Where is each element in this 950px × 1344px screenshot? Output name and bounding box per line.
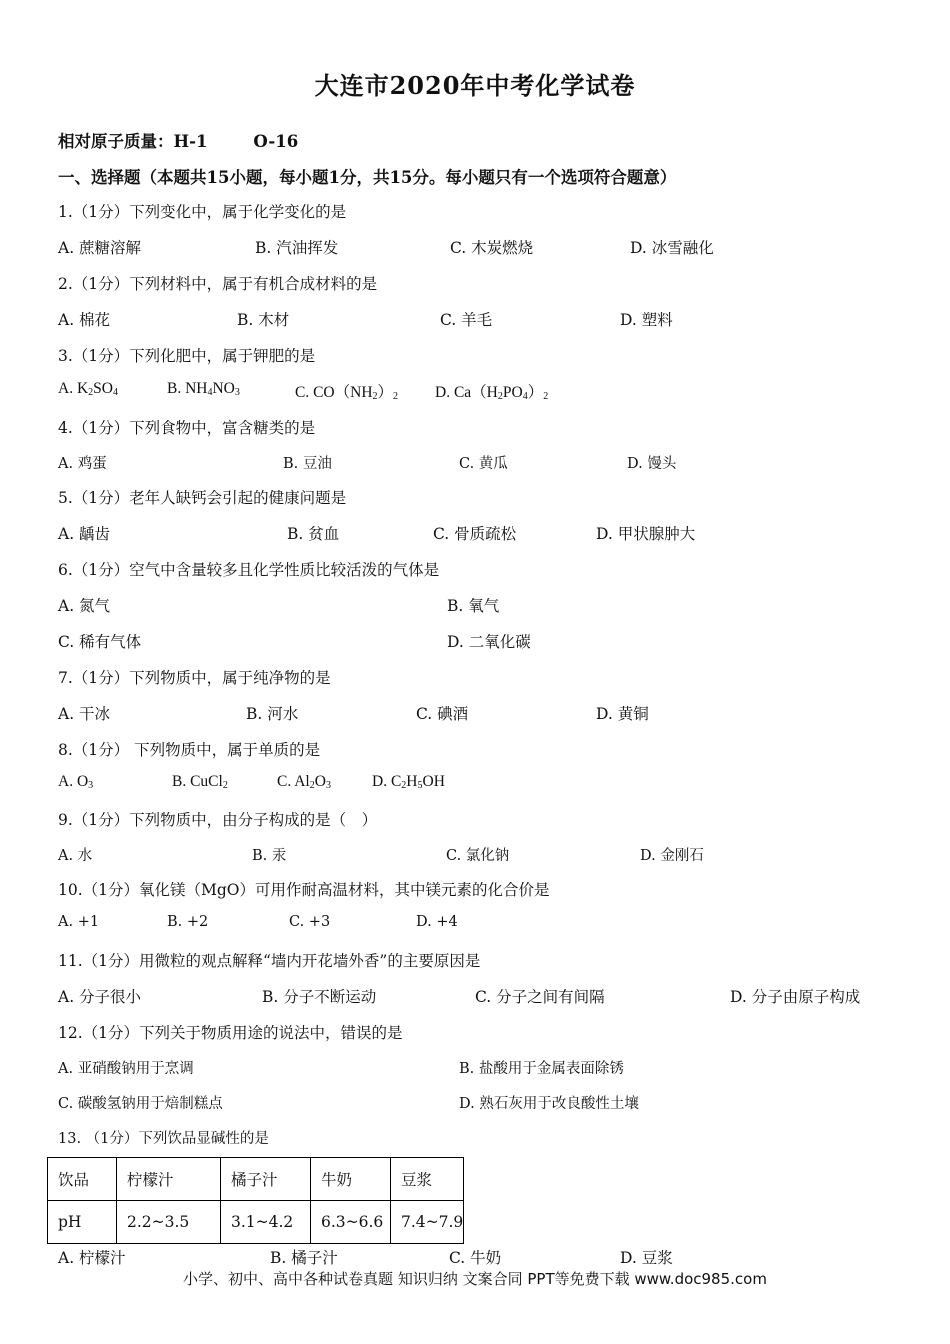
option-a: A. 分子很小 (58, 988, 142, 1006)
option-d: D. +4 (416, 914, 458, 930)
footer-text: 小学、初中、高中各种试卷真题 知识归纳 文案合同 PPT等免费下载 www.doc985.com (183, 1270, 767, 1288)
question-stem: 12.（1分）下列关于物质用途的说法中，错误的是 (58, 1024, 403, 1042)
table-cell: pH (48, 1201, 117, 1244)
table-cell: 牛奶 (311, 1158, 391, 1201)
option-a: A. 棉花 (58, 311, 111, 329)
option-d: D. 塑料 (620, 311, 673, 329)
question-stem: 7.（1分）下列物质中，属于纯净物的是 (58, 669, 331, 687)
table-cell: 7.4~7.9 (391, 1201, 464, 1244)
option-b: B. CuCl$_2$ (172, 773, 228, 791)
table-row (48, 1201, 464, 1244)
atomic-mass-o: O-16 (253, 132, 299, 151)
question-stem: 1.（1分）下列变化中，属于化学变化的是 (58, 203, 347, 221)
question-stem: 13. （1分）下列饮品显碱性的是 (58, 1131, 269, 1147)
atomic-mass-line (58, 128, 298, 152)
option-b: B. +2 (167, 914, 209, 930)
table-cell: 2.2~3.5 (117, 1201, 221, 1244)
option-c: C. $Al_2O_3$ (277, 773, 331, 791)
option-d: D. 甲状腺肿大 (596, 525, 696, 543)
option-a: A. $K_2SO_4$ (58, 380, 118, 398)
option-b: B. $NH_4NO_3$ (167, 380, 240, 398)
option-d: D. 金刚石 (640, 848, 704, 864)
option-a: A. 柠檬汁 (58, 1249, 126, 1267)
page-title: 大连市2020年中考化学试卷 (314, 71, 636, 100)
question-stem: 8.（1分） 下列物质中，属于单质的是 (58, 741, 321, 759)
option-b: B. 盐酸用于金属表面除锈 (459, 1061, 624, 1077)
option-a: A. 干冰 (58, 705, 111, 723)
table-cell: 3.1~4.2 (221, 1201, 311, 1244)
option-b: B. 豆油 (283, 456, 332, 472)
option-c: C. 木炭燃烧 (450, 239, 534, 257)
option-b: B. 河水 (246, 705, 299, 723)
table-cell: 柠檬汁 (117, 1158, 221, 1201)
ph-table (47, 1157, 464, 1244)
question-stem: 10.（1分）氧化镁（MgO）可用作耐高温材料，其中镁元素的化合价是 (58, 881, 550, 899)
table-cell: 6.3~6.6 (311, 1201, 391, 1244)
option-c: C. 黄瓜 (459, 456, 508, 472)
option-d: D. 冰雪融化 (630, 239, 714, 257)
table-cell: 饮品 (48, 1158, 117, 1201)
question-stem: 3.（1分）下列化肥中，属于钾肥的是 (58, 347, 316, 365)
option-a: A. 水 (58, 848, 93, 864)
question-stem: 2.（1分）下列材料中，属于有机合成材料的是 (58, 275, 378, 293)
section-heading: 一、选择题（本题共15小题，每小题1分，共15分。每小题只有一个选项符合题意） (58, 168, 677, 187)
option-a: A. +1 (58, 914, 100, 930)
question-stem: 11.（1分）用微粒的观点解释“墙内开花墙外香”的主要原因是 (58, 952, 481, 970)
option-b: B. 分子不断运动 (262, 988, 377, 1006)
option-c: C. 羊毛 (440, 311, 493, 329)
option-c: C. 氯化钠 (446, 848, 510, 864)
table-cell: 豆浆 (391, 1158, 464, 1201)
question-stem: 6.（1分）空气中含量较多且化学性质比较活泼的气体是 (58, 561, 440, 579)
option-c: C. 分子之间有间隔 (475, 988, 605, 1006)
table-header-row (48, 1158, 464, 1201)
option-b: B. 汞 (252, 848, 287, 864)
option-a: A. 氮气 (58, 597, 111, 615)
atomic-mass-label: 相对原子质量：H-1 (58, 132, 208, 151)
question-stem: 9.（1分）下列物质中，由分子构成的是（ ） (58, 811, 378, 829)
option-d: D. $C_2H_5OH$ (372, 773, 445, 791)
option-a: A. $O_3$ (58, 773, 94, 791)
option-c: C. 稀有气体 (58, 633, 142, 651)
option-a: A. 龋齿 (58, 525, 111, 543)
option-d: D. $Ca(H_2PO_4)_2$ (435, 384, 549, 402)
question-stem: 5.（1分）老年人缺钙会引起的健康问题是 (58, 489, 347, 507)
option-c: C. 骨质疏松 (433, 525, 517, 543)
option-a: A. 鸡蛋 (58, 456, 107, 472)
option-d: D. 豆浆 (620, 1249, 673, 1267)
option-a: A. 亚硝酸钠用于烹调 (58, 1061, 194, 1077)
table-cell: 橘子汁 (221, 1158, 311, 1201)
option-c: C. $CO(NH_2)_2$ (295, 384, 399, 402)
option-b: B. 木材 (237, 311, 290, 329)
option-c: C. 牛奶 (449, 1249, 502, 1267)
option-b: B. 橘子汁 (270, 1249, 338, 1267)
option-d: D. 黄铜 (596, 705, 649, 723)
option-d: D. 馒头 (627, 456, 677, 472)
option-c: C. 碳酸氢钠用于焙制糕点 (58, 1096, 223, 1112)
option-c: C. +3 (289, 914, 331, 930)
option-d: D. 分子由原子构成 (730, 988, 861, 1006)
option-d: D. 熟石灰用于改良酸性土壤 (459, 1096, 639, 1112)
option-b: B. 汽油挥发 (255, 239, 339, 257)
option-b: B. 氧气 (447, 597, 500, 615)
question-stem: 4.（1分）下列食物中，富含糖类的是 (58, 419, 316, 437)
option-c: C. 碘酒 (416, 705, 469, 723)
option-b: B. 贫血 (287, 525, 340, 543)
option-d: D. 二氧化碳 (447, 633, 531, 651)
option-a: A. 蔗糖溶解 (58, 239, 142, 257)
